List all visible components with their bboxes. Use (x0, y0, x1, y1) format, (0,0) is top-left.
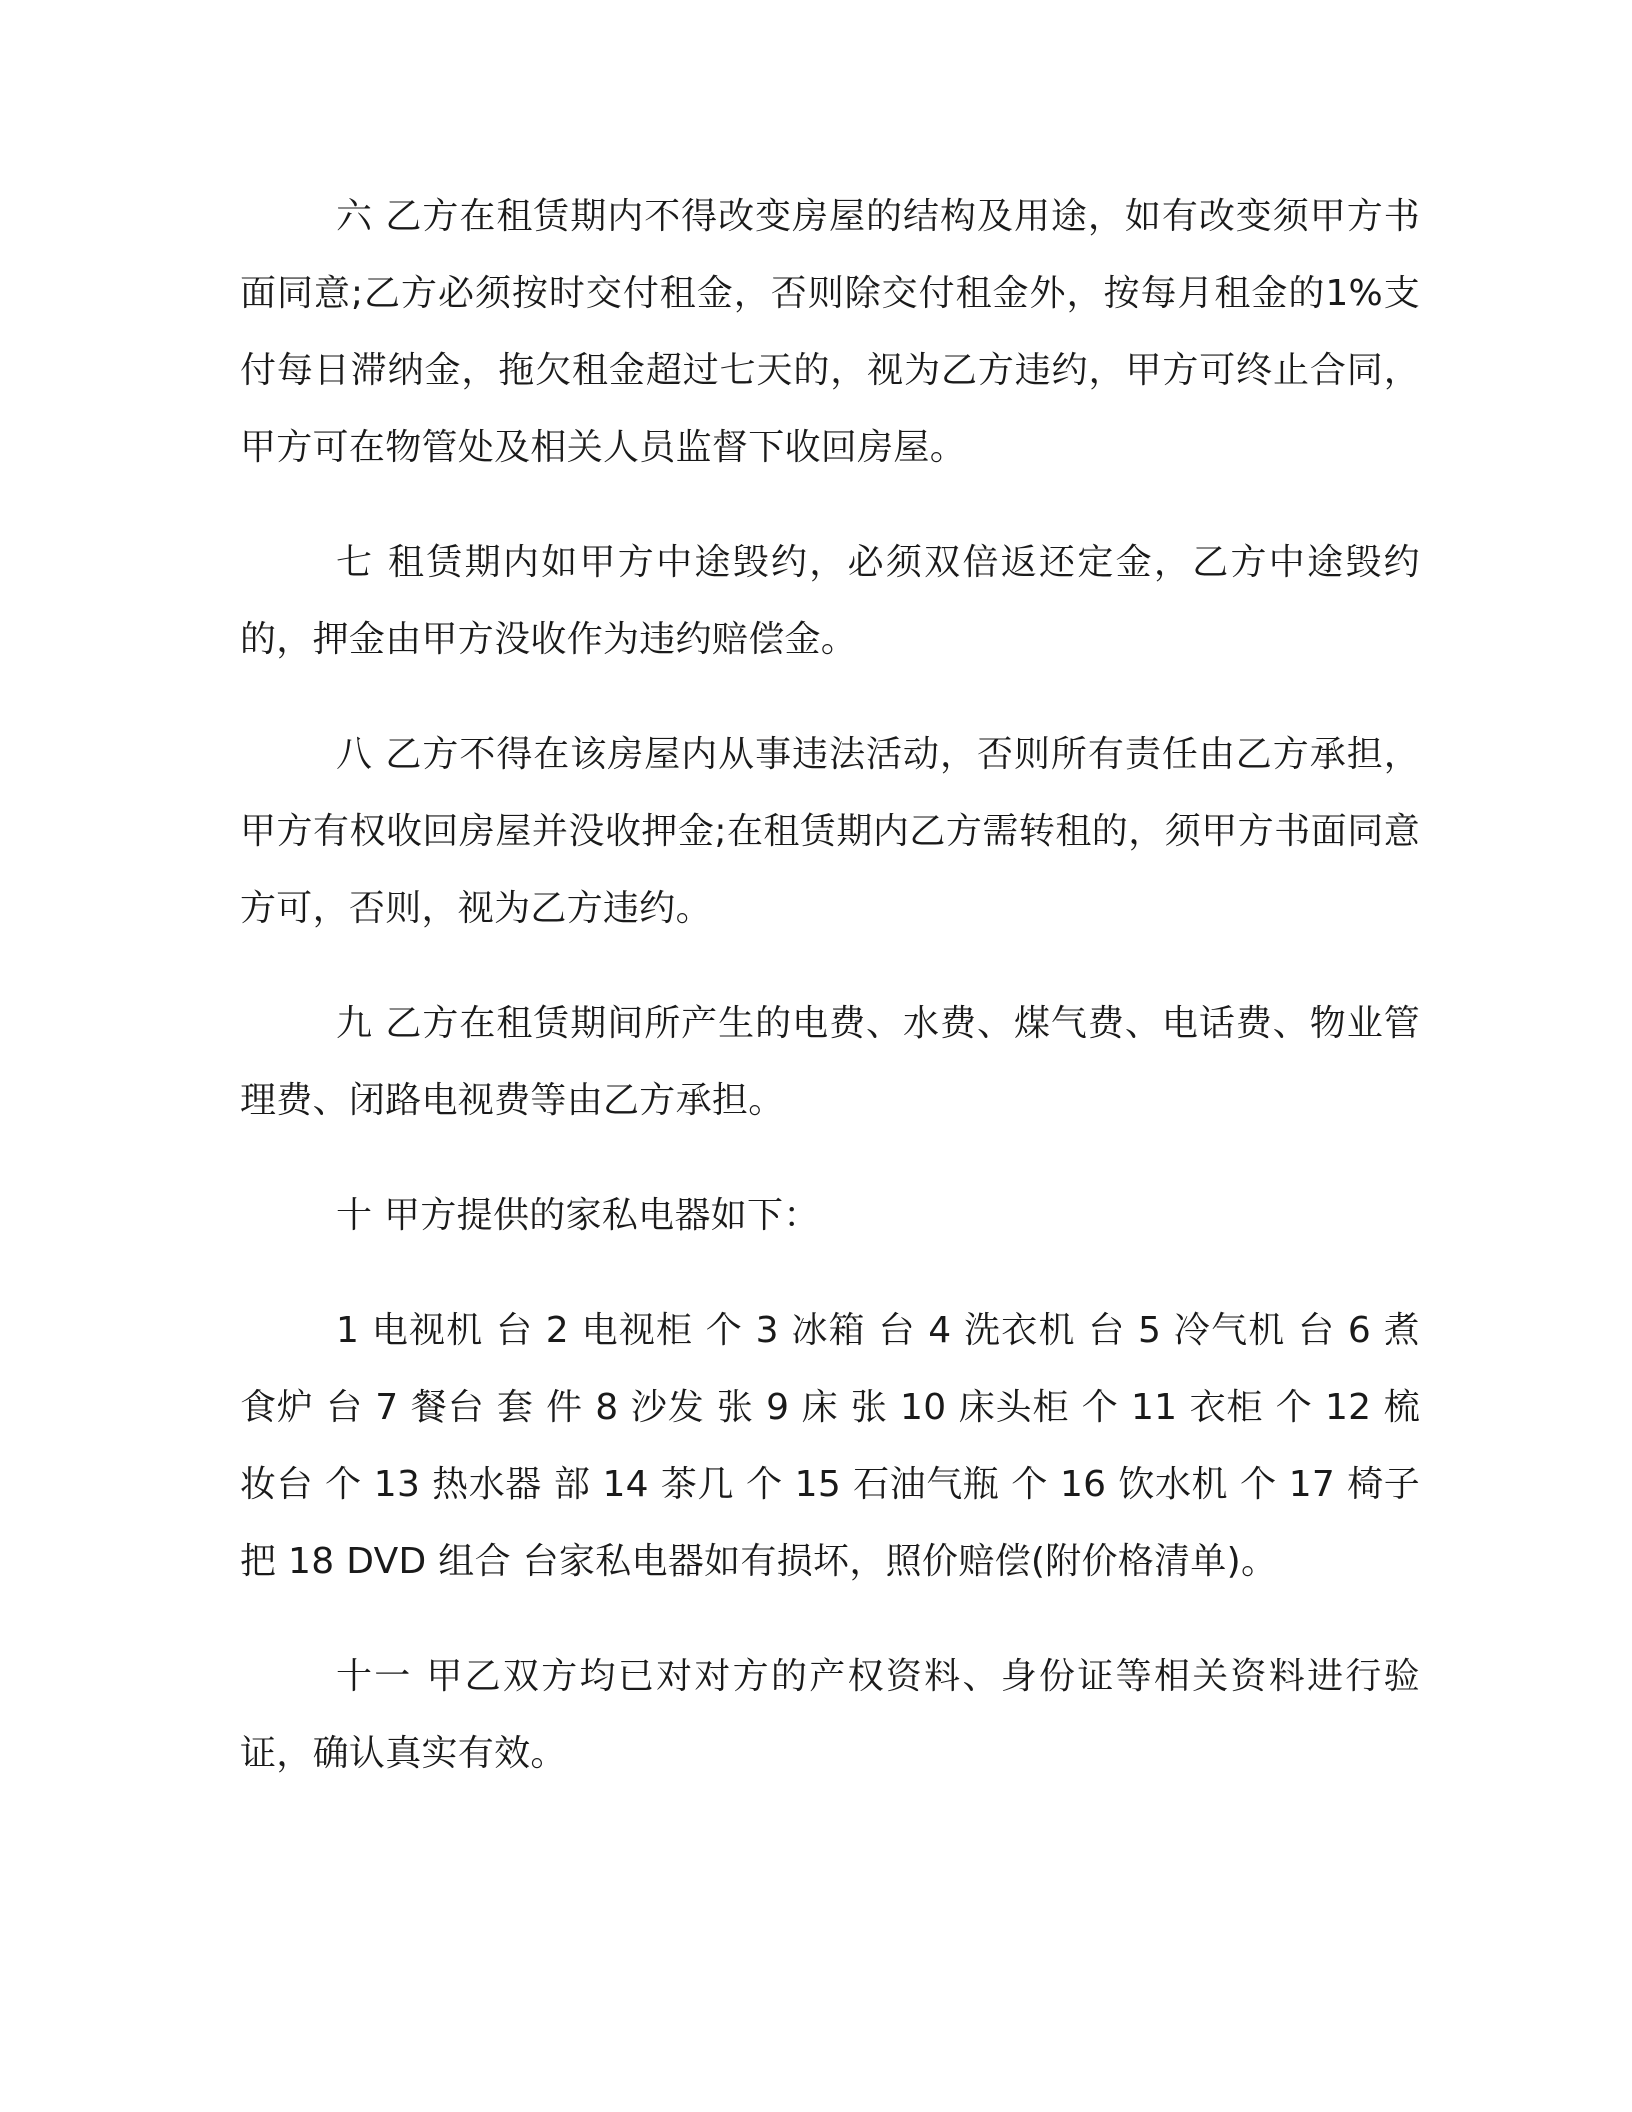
appliance-list-paragraph: 1 电视机 台 2 电视柜 个 3 冰箱 台 4 洗衣机 台 5 冷气机 台 6 煮食炉 台 7 餐台 套 件 8 沙发 张 9 床 张 10 床头柜 个 11 衣柜 个 12 梳妆台 个 13 热水器 部 14 茶几 个 15 石油气瓶 个 16 饮水机 个 17 椅子 把 18 DVD 组合 台家私电器如有损坏，照价赔偿(附价格清单)。 (240, 1310, 1420, 1582)
clause-11-paragraph: 十一 甲乙双方均已对对方的产权资料、身份证等相关资料进行验证，确认真实有效。 (240, 1656, 1420, 1774)
clause-6-paragraph: 六 乙方在租赁期内不得改变房屋的结构及用途，如有改变须甲方书面同意;乙方必须按时交付租金，否则除交付租金外，按每月租金的1%支付每日滞纳金，拖欠租金超过七天的，视为乙方违约，甲方可终止合同，甲方可在物管处及相关人员监督下收回房屋。 (240, 196, 1420, 468)
clause-8-paragraph: 八 乙方不得在该房屋内从事违法活动，否则所有责任由乙方承担，甲方有权收回房屋并没收押金;在租赁期内乙方需转租的，须甲方书面同意方可，否则，视为乙方违约。 (240, 734, 1420, 929)
clause-7-paragraph: 七 租赁期内如甲方中途毁约，必须双倍返还定金，乙方中途毁约的，押金由甲方没收作为违约赔偿金。 (240, 542, 1420, 660)
document-body (240, 178, 1420, 1830)
clause-9-paragraph: 九 乙方在租赁期间所产生的电费、水费、煤气费、电话费、物业管理费、闭路电视费等由乙方承担。 (240, 1003, 1420, 1121)
clause-10-paragraph: 十 甲方提供的家私电器如下： (336, 1195, 820, 1236)
